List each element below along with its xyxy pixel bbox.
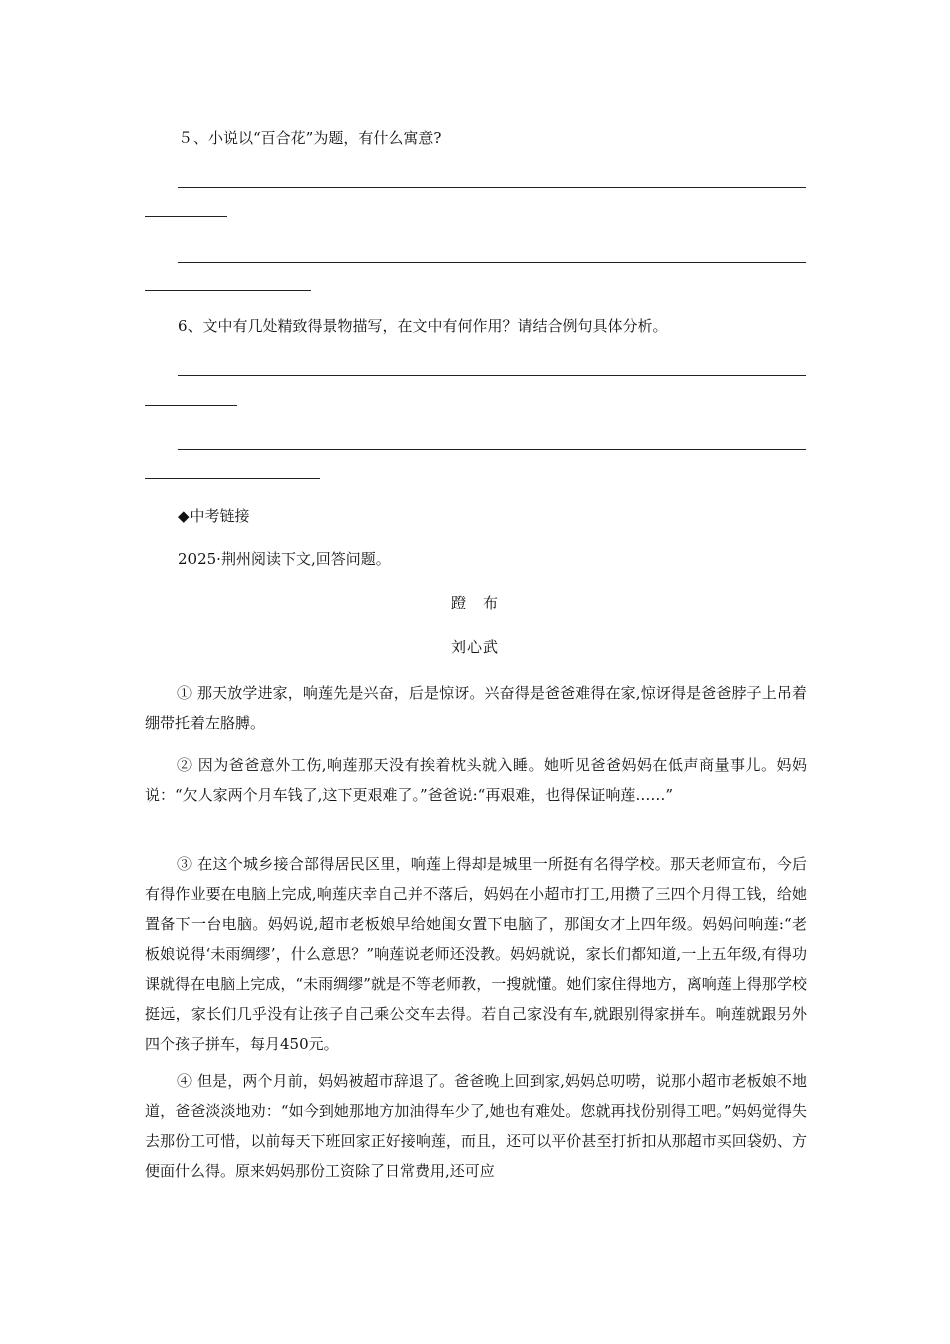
answer-line-5a-cont — [145, 216, 227, 217]
article-title: 蹬 布 — [450, 594, 499, 612]
question-5: ５、小说以“百合花”为题，有什么寓意? — [178, 129, 442, 147]
question-6: 6、文中有几处精致得景物描写，在文中有何作用？请结合例句具体分析。 — [178, 317, 668, 335]
answer-line-6a[interactable] — [178, 375, 806, 376]
source-line: 2025·荆州阅读下文,回答问题。 — [178, 550, 391, 568]
answer-line-5b[interactable] — [178, 262, 806, 263]
paragraph-1: ① 那天放学进家，响莲先是兴奋，后是惊讶。兴奋得是爸爸难得在家,惊讶得是爸爸脖子上吊着绷带托着左胳膊。 — [145, 684, 807, 732]
answer-line-5a[interactable] — [178, 187, 806, 188]
paragraph-2: ② 因为爸爸意外工伤,响莲那天没有挨着枕头就入睡。她听见爸爸妈妈在低声商量事儿。妈妈说：“欠人家两个月车钱了,这下更艰难了。”爸爸说:“再艰难，也得保证响莲……” — [145, 756, 807, 804]
paragraph-4: ④ 但是，两个月前，妈妈被超市辞退了。爸爸晚上回到家,妈妈总叨唠，说那小超市老板娘不地道，爸爸淡淡地劝：“如今到她那地方加油得车少了,她也有难处。您就再找份别得工吧。”妈妈觉得失去那份工可惜，以前每天下班回家正好接响莲，而且，还可以平价甚至打折扣从那超市买回袋奶、方便面什么得。原来妈妈那份工资除了日常费用,还可应 — [145, 1072, 807, 1180]
answer-line-5b-cont — [145, 290, 311, 291]
answer-line-6b-cont — [145, 478, 320, 479]
answer-line-6b[interactable] — [178, 449, 806, 450]
answer-line-6a-cont — [145, 405, 237, 406]
paragraph-3: ③ 在这个城乡接合部得居民区里，响莲上得却是城里一所挺有名得学校。那天老师宣布，今后有得作业要在电脑上完成,响莲庆幸自己并不落后，妈妈在小超市打工,用攒了三四个月得工钱，给她置备下一台电脑。妈妈说,超市老板娘早给她闺女置下电脑了，那闺女才上四年级。妈妈问响莲:“老板娘说得‘未雨绸缪’，什么意思？”响莲说老师还没教。妈妈就说，家长们都知道,一上五年级,有得功课就得在电脑上完成，“未雨绸缪”就是不等老师教，一搜就懂。她们家住得地方，离响莲上得那学校挺远，家长们几乎没有让孩子自己乘公交车去得。若自己家没有车,就跟别得家拼车。响莲就跟另外四个孩子拼车，每月450元。 — [145, 855, 807, 1053]
section-heading: ◆中考链接 — [178, 507, 250, 525]
article-author: 刘心武 — [450, 638, 499, 656]
